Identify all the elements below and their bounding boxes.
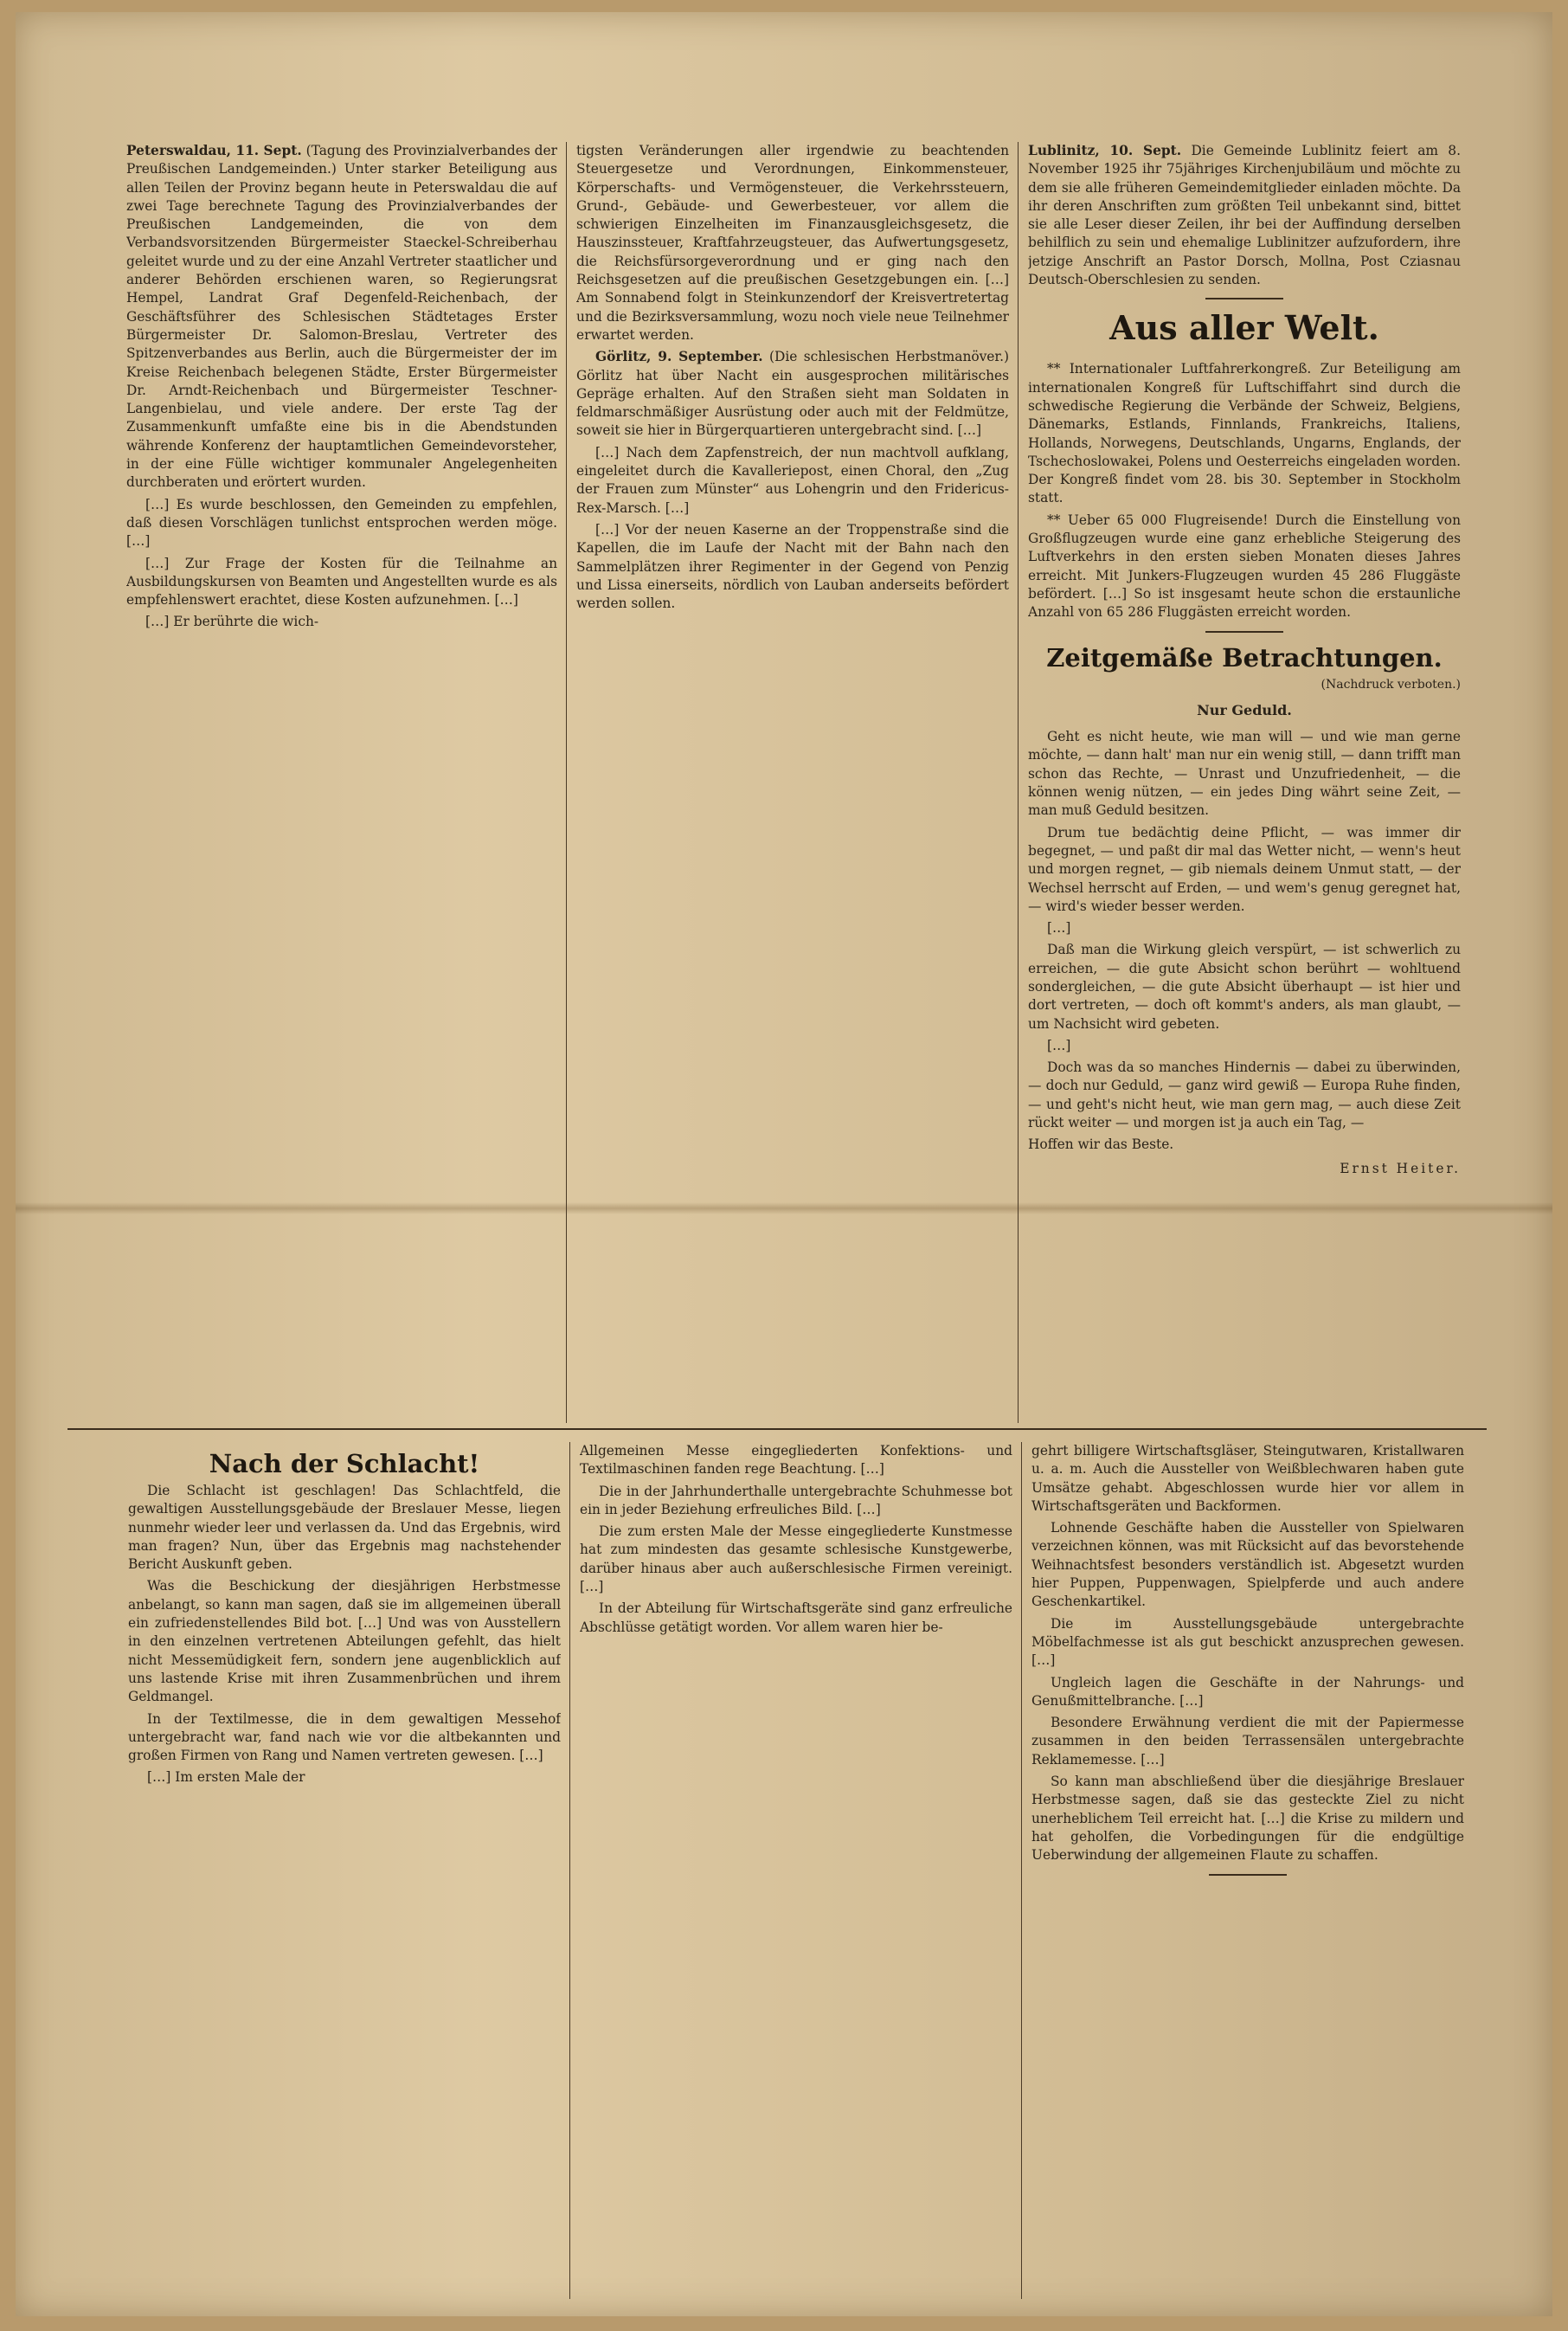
paragraph-text: (Die schlesischen Herbstmanöver.) Görlitz hat über Nacht ein ausgesprochen militärisches Gepräge erhalten. Auf den Straßen sieht man Soldaten in feldmarschmäßiger Ausrüstung oder auch mit der Feldmütze, soweit sie hier in Bürgerquartieren untergebracht sind. […]	[576, 349, 1009, 439]
article-paragraph: Allgemeinen Messe eingegliederten Konfektions- und Textilmaschinen fanden rege Beachtung. […]	[580, 1443, 1012, 1478]
short-rule	[1205, 298, 1283, 299]
article-peterswaldau	[126, 142, 557, 1423]
article-column-3	[1028, 142, 1461, 1423]
paragraph-text: (Tagung des Provinzialverbandes der Preußischen Landgemeinden.) Unter starker Beteiligung aus allen Teilen der Provinz begann heute in Peterswaldau die auf zwei Tage berechnete Tagung des Provinzialverbandes der Preußischen Landgemeinden, die von dem Verbandsvorsitzenden Bürgermeister Staeckel-Schreiberhau geleitet wurde und zu der eine Anzahl Vertreter staatlicher und anderer Behörden erschienen waren, so Regierungsrat Hempel, Landrat Graf Degenfeld-Reichenbach, der Geschäftsführer des Schlesischen Städtetages Erster Bürgermeister Dr. Salomon-Breslau, Vertreter des Spitzenverbandes aus Berlin, auch die Bürgermeister der im Kreise Reichenbach belegenen Städte, Erster Bürgermeister Dr. Arndt-Reichenbach und Bürgermeister Teschner-Langenbielau, und viele andere. Der erste Tag der Zusammenkunft umfaßte eine bis in die Abendstunden währende Konferenz der hauptamtlichen Gemeindevorsteher, in der eine Fülle wichtiger kommunaler Angelegenheiten durchberaten und erörtert wurden.	[126, 143, 557, 491]
article-paragraph: […] Zur Frage der Kosten für die Teilnahme an Ausbildungskursen von Beamten und Angestellten wurde es als empfehlenswert erachtet, diese Kosten aufzunehmen. […]	[126, 555, 557, 609]
poem-stanza: Daß man die Wirkung gleich verspürt, — ist schwerlich zu erreichen, — die gute Absicht schon berührt — wohltuend sondergleichen, — die gute Absicht überhaupt — ist hier und dort vertreten, — doch oft kommt's anders, als man glaubt, — um Nachsicht wird gebeten.	[1028, 942, 1461, 1032]
article-paragraph: ** Internationaler Luftfahrerkongreß. Zur Beteiligung am internationalen Kongreß für Luftschiffahrt sind durch die schwedische Regierung die Verbände der Schweiz, Belgiens, Dänemarks, Estlands, Finnlands, Frankreichs, Italiens, Hollands, Norwegens, Deutschlands, Ungarns, Englands, der Tschechoslowakei, Polens und Oesterreichs eingeladen worden. Der Kongreß findet vom 28. bis 30. September in Stockholm statt.	[1028, 361, 1461, 506]
article-paragraph: […] Vor der neuen Kaserne an der Troppenstraße sind die Kapellen, die im Laufe der Nacht mit der Bahn nach den Sammelplätzen ihrer Regimenter in der Gegend von Penzig und Lissa einerseits, nördlich von Lauban anderseits befördert werden sollen.	[576, 521, 1009, 612]
article-nach-der-schlacht	[128, 1442, 561, 2308]
article-paragraph: So kann man abschließend über die diesjährige Breslauer Herbstmesse sagen, daß sie das gesteckte Ziel zu nicht unerheblichem Teil erreicht hat. […] die Krise zu mildern und hat geholfen, die Vorbedingungen für die endgültige Ueberwindung der allgemeinen Flaute zu schaffen.	[1031, 1774, 1464, 1864]
poem-stanza: […]	[1047, 1037, 1071, 1053]
article-heading: Nach der Schlacht!	[209, 1449, 480, 1478]
article-paragraph: […] Nach dem Zapfenstreich, der nun machtvoll aufklang, eingeleitet durch die Kavalleriepost, einen Choral, den „Zug der Frauen zum Münster“ aus Lohengrin und den Fridericus-Rex-Marsch. […]	[576, 444, 1009, 516]
short-rule	[1205, 631, 1283, 633]
article-continuation-3	[1031, 1442, 1464, 2308]
poem-stanza: […]	[1047, 920, 1071, 937]
article-paragraph: gehrt billigere Wirtschaftsgläser, Steingutwaren, Kristallwaren u. a. m. Auch die Aussteller von Weißblechwaren haben gute Umsätze gehabt. Abgeschlossen wurde hier vor allem in Wirtschaftsgeräten und Backformen.	[1031, 1443, 1464, 1514]
article-paragraph: Die zum ersten Male der Messe eingegliederte Kunstmesse hat zum mindesten das gesamte schlesische Kunstgewerbe, darüber hinaus aber auch außerschlesische Firmen vereinigt. […]	[580, 1523, 1012, 1595]
article-paragraph: In der Abteilung für Wirtschaftsgeräte sind ganz erfreuliche Abschlüsse getätigt worden. Vor allem waren hier be-	[580, 1600, 1012, 1635]
dateline: Peterswaldau, 11. Sept.	[126, 143, 302, 158]
section-heading: Aus aller Welt.	[1109, 308, 1379, 348]
poem-stanza: Drum tue bedächtig deine Pflicht, — was immer dir begegnet, — und paßt dir mal das Wetter nicht, — wenn's heut und morgen regnet, — gib niemals deinem Unmut statt, — der Wechsel herrscht auf Erden, — und wem's genug geregnet hat, — wird's wieder besser werden.	[1028, 824, 1461, 914]
section-divider	[67, 1428, 1487, 1430]
article-paragraph	[1028, 142, 1461, 289]
article-paragraph: Ungleich lagen die Geschäfte in der Nahrungs- und Genußmittelbranche. […]	[1031, 1674, 1464, 1709]
newspaper-page	[16, 12, 1552, 2316]
poem-stanza: Doch was da so manches Hindernis — dabei zu überwinden, — doch nur Geduld, — ganz wird gewiß — Europa Ruhe finden, — und geht's nicht heut, wie man gern mag, — auch diese Zeit rückt weiter — und morgen ist ja auch ein Tag, —	[1028, 1059, 1461, 1131]
column-rule	[569, 1442, 570, 2299]
column-rule	[566, 142, 567, 1423]
short-rule	[1209, 1874, 1287, 1876]
poem-closing: Hoffen wir das Beste.	[1028, 1137, 1174, 1153]
paragraph-text: Die Gemeinde Lublinitz feiert am 8. November 1925 ihr 75jähriges Kirchenjubiläum und möchte zu dem sie alle früheren Gemeindemitglieder einladen möchte. Da ihr deren Anschriften zum größten Teil unbekannt sind, bittet sie alle Leser dieser Zeilen, ihr bei der Auffindung derselben behilflich zu sein und ehemalige Lublinitzer aufzufordern, ihre jetzige Anschrift an Pastor Dorsch, Mollna, Post Cziasnau Deutsch-Oberschlesien zu senden.	[1028, 143, 1461, 288]
article-paragraph: Was die Beschickung der diesjährigen Herbstmesse anbelangt, so kann man sagen, daß sie im allgemeinen überall ein zufriedenstellendes Bild bot. […] Und was von Ausstellern in den einzelnen vertretenen Abteilungen gefehlt, das hielt nicht Messemüdigkeit fern, sondern jene augenblicklich auf uns lastende Krise mit ihren Zusammenbrüchen und ihrem Geldmangel.	[128, 1578, 561, 1705]
article-paragraph: tigsten Veränderungen aller irgendwie zu beachtenden Steuergesetze und Verordnungen, Einkommensteuer, Körperschafts- und Vermögensteuer, die Verkehrssteuern, Grund-, Gebäude- und Gewerbesteuer, vor allem die schwierigen Einzelheiten im Finanzausgleichsgesetz, die Hauszinssteuer, Kraftfahrzeugsteuer, das Aufwertungsgesetz, die Reichsfürsorgeverordnung und er ging nach den Reichsgesetzen auf die preußischen Gesetzgebungen ein. […] Am Sonnabend folgt in Steinkunzendorf der Kreisvertretertag und die Bezirksversammlung, wozu noch viele neue Teilnehmer erwartet werden.	[576, 143, 1009, 343]
article-continuation-2	[580, 1442, 1012, 2308]
article-paragraph	[126, 142, 557, 493]
article-paragraph: Die in der Jahrhunderthalle untergebrachte Schuhmesse bot ein in jeder Beziehung erfreuliches Bild. […]	[580, 1483, 1012, 1517]
dateline: Görlitz, 9. September.	[595, 349, 763, 365]
article-column-2	[576, 142, 1009, 1423]
article-paragraph: Lohnende Geschäfte haben die Aussteller von Spielwaren verzeichnen können, was mit Rücksicht auf das bevorstehende Weihnachtsfest besonders verständlich ist. Abgesetzt wurden hier Puppen, Puppenwagen, Spielpferde und auch andere Geschenkartikel.	[1031, 1520, 1464, 1610]
reprint-note: (Nachdruck verboten.)	[1321, 677, 1461, 692]
section-heading: Zeitgemäße Betrachtungen.	[1046, 642, 1443, 673]
article-paragraph: Besondere Erwähnung verdient die mit der Papiermesse zusammen in den beiden Terrassensälen untergebrachte Reklamemesse. […]	[1031, 1715, 1464, 1768]
article-paragraph: Die Schlacht ist geschlagen! Das Schlachtfeld, die gewaltigen Ausstellungsgebäude der Breslauer Messe, liegen nunmehr wieder leer und verlassen da. Und das Ergebnis, wird man fragen? Nun, über das Ergebnis mag nachstehender Bericht Auskunft geben.	[128, 1483, 561, 1573]
article-paragraph: […] Er berührte die wich-	[145, 614, 319, 630]
author-signature: Ernst Heiter.	[1340, 1160, 1461, 1176]
article-paragraph: In der Textilmesse, die in dem gewaltigen Messehof untergebracht war, fand nach wie vor die altbekannten und großen Firmen von Rang und Namen vertreten gewesen. […]	[128, 1710, 561, 1764]
article-paragraph: […] Im ersten Male der	[147, 1769, 305, 1786]
poem-stanza: Geht es nicht heute, wie man will — und wie man gerne möchte, — dann halt' man nur ein wenig still, — dann trifft man schon das Rechte, — Unrast und Unzufriedenheit, — die können wenig nützen, — ein jedes Ding währt seine Zeit, — man muß Geduld besitzen.	[1028, 729, 1461, 819]
column-rule	[1021, 1442, 1022, 2299]
column-rule	[1018, 142, 1019, 1423]
article-paragraph	[576, 348, 1009, 440]
article-paragraph: Die im Ausstellungsgebäude untergebrachte Möbelfachmesse ist als gut beschickt anzusprechen gewesen. […]	[1031, 1615, 1464, 1669]
article-paragraph: […] Es wurde beschlossen, den Gemeinden zu empfehlen, daß diesen Vorschlägen tunlichst entsprochen werden möge. […]	[126, 496, 557, 550]
article-paragraph: ** Ueber 65 000 Flugreisende! Durch die Einstellung von Großflugzeugen wurde eine ganz erhebliche Steigerung des Luftverkehrs in den ersten sieben Monaten dieses Jahres erreicht. Mit Junkers-Flugzeugen wurden 45 286 Fluggäste befördert. […] So ist insgesamt heute schon die erstaunliche Anzahl von 65 286 Fluggästen erreicht worden.	[1028, 512, 1461, 621]
dateline: Lublinitz, 10. Sept.	[1028, 143, 1182, 158]
subheading: Nur Geduld.	[1197, 701, 1292, 718]
